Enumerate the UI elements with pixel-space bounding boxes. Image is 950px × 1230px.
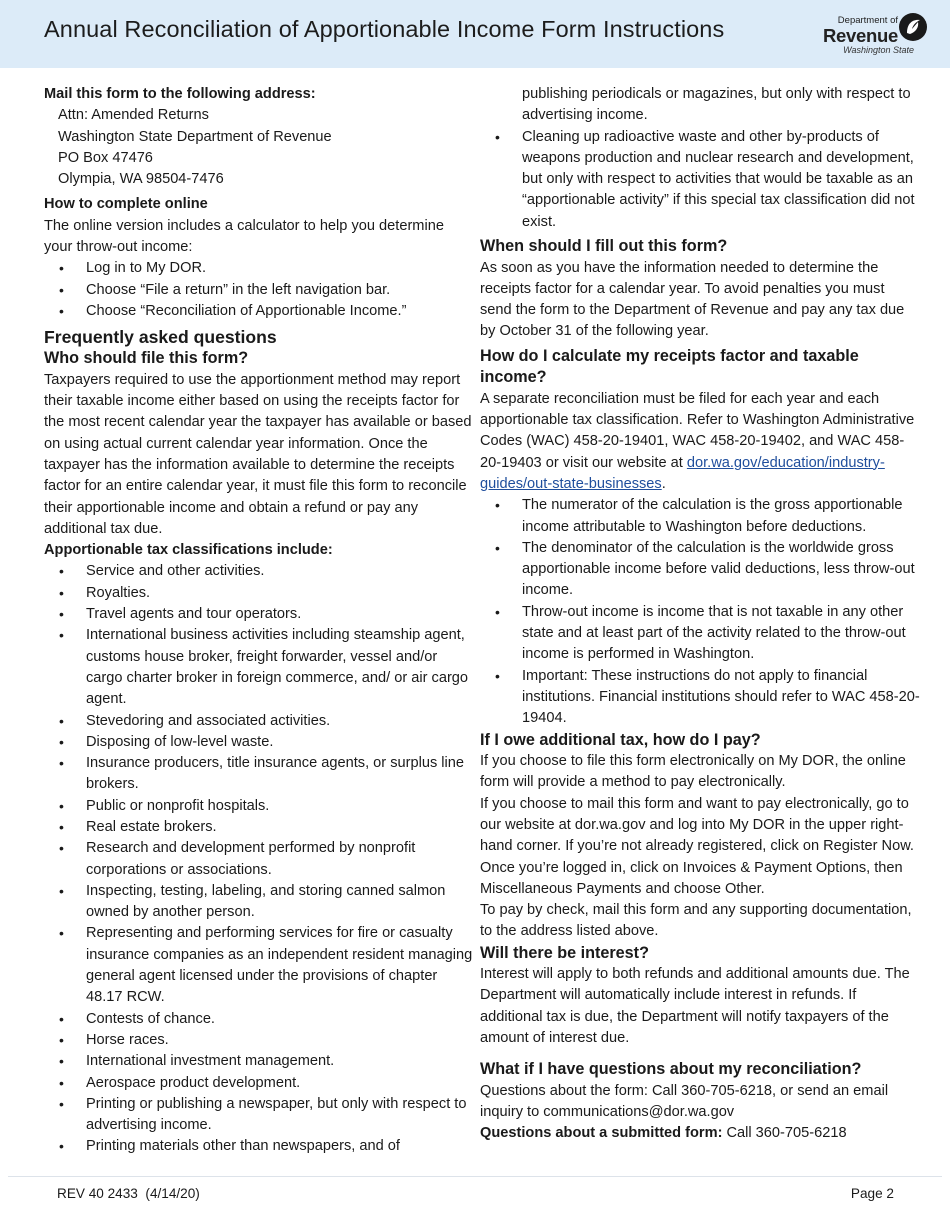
list-item: • International business activities including steamship agent, customs house broker, freight forwarder, vessel and/or cargo charter broker in foreign commerce, and/ or air cargo agent. — [44, 625, 474, 710]
revenue-logo-icon — [898, 12, 928, 42]
online-intro: The online version includes a calculator to help you determine your throw-out income: — [44, 217, 444, 256]
right-column — [480, 84, 920, 1145]
list-item: • Real estate brokers. — [44, 817, 474, 838]
interest-heading: Will there be interest? — [480, 943, 649, 962]
list-item: • The denominator of the calculation is the worldwide gross apportionable income before valid deductions, less throw-out income. — [480, 538, 920, 602]
calc-points-list — [480, 495, 920, 729]
when-text: As soon as you have the information needed to determine the receipts factor for a calendar year. To avoid penalties you must send the form to the Department of Revenue and pay any tax due by October 31 of the following year. — [480, 259, 905, 340]
list-item: • Horse races. — [44, 1030, 474, 1051]
list-item: • Stevedoring and associated activities. — [44, 711, 474, 732]
logo-state-text: Washington State — [843, 45, 914, 55]
list-item: • Contests of chance. — [44, 1009, 474, 1030]
calc-text — [480, 389, 920, 495]
list-item: • Public or nonprofit hospitals. — [44, 796, 474, 817]
list-item: • Choose “Reconciliation of Apportionable Income.” — [44, 301, 474, 322]
logo-department-text: Department of — [837, 15, 898, 26]
list-item: • Service and other activities. — [44, 561, 474, 582]
list-item: • Choose “File a return” in the left navigation bar. — [44, 280, 474, 301]
list-item: • Research and development performed by nonprofit corporations or associations. — [44, 838, 474, 881]
logo-revenue-text: Revenue — [822, 25, 898, 46]
submitted-text: Call 360-705-6218 — [722, 1125, 847, 1142]
questions-heading: What if I have questions about my reconciliation? — [480, 1060, 862, 1079]
list-item: • International investment management. — [44, 1051, 474, 1072]
mail-heading: Mail this form to the following address: — [44, 86, 316, 102]
form-id: REV 40 2433 (4/14/20) — [57, 1186, 200, 1201]
address-line: Attn: Amended Returns — [58, 107, 209, 124]
questions-text: Questions about the form: Call 360-705-6218, or send an email inquiry to communications@dor.wa.gov — [480, 1082, 889, 1121]
classifications-list-continued — [480, 127, 920, 233]
list-item: • Printing or publishing a newspaper, but only with respect to advertising income. — [44, 1094, 474, 1137]
page-title: Annual Reconciliation of Apportionable Income Form Instructions — [44, 16, 725, 42]
dor-logo — [818, 12, 928, 58]
list-item: • The numerator of the calculation is the gross apportionable income attributable to Washington before deductions. — [480, 495, 920, 538]
owe-heading: If I owe additional tax, how do I pay? — [480, 730, 761, 749]
list-item: • Royalties. — [44, 583, 474, 604]
list-item: • Travel agents and tour operators. — [44, 604, 474, 625]
owe-paragraph: If you choose to file this form electronically on My DOR, the online form will provide a method to pay electronically. — [480, 753, 906, 791]
faq-heading: Frequently asked questions — [44, 327, 277, 348]
online-steps-list — [44, 258, 474, 322]
owe-paragraph: If you choose to mail this form and want to pay electronically, go to our website at dor.wa.gov and log into My DOR in the upper right-hand corner. If you’re not already registered, click on Register Now. Once you’re logged in, click on Invoices & Payment Options, then Miscellaneous Payments and choose Other. — [480, 795, 914, 897]
calc-heading: How do I calculate my receipts factor and taxable income? — [480, 346, 859, 387]
classification-continued: publishing periodicals or magazines, but only with respect to advertising income. — [522, 86, 911, 124]
list-item: • Aerospace product development. — [44, 1073, 474, 1094]
list-item: • Printing materials other than newspapers, and of — [44, 1136, 474, 1157]
list-item: • Insurance producers, title insurance agents, or surplus line brokers. — [44, 753, 474, 796]
address-line: Washington State Department of Revenue — [58, 128, 332, 145]
page-number: Page 2 — [850, 1186, 894, 1201]
interest-text: Interest will apply to both refunds and additional amounts due. The Department will automatically include interest in refunds. If additional tax is due, the Department will notify taxpayers of the amount of interest due. — [480, 966, 910, 1047]
who-heading: Who should file this form? — [44, 349, 249, 368]
list-item: • Inspecting, testing, labeling, and storing canned salmon owned by another person. — [44, 881, 474, 924]
owe-paragraph: To pay by check, mail this form and any supporting documentation, to the address listed above. — [480, 902, 912, 940]
out-state-businesses-link[interactable]: dor.wa.gov/education/industry-guides/out-state-businesses — [480, 454, 885, 492]
address-line: PO Box 47476 — [58, 149, 153, 166]
list-item: • Disposing of low-level waste. — [44, 732, 474, 753]
address-line: Olympia, WA 98504-7476 — [58, 171, 224, 188]
online-heading: How to complete online — [44, 196, 208, 213]
list-item: • Representing and performing services for fire or casualty insurance companies as an independent resident managing general agent licensed under the provisions of chapter 48.17 RCW. — [44, 923, 474, 1008]
submitted-form-line — [480, 1123, 920, 1144]
when-heading: When should I fill out this form? — [480, 237, 728, 256]
calc-link-suffix: . — [661, 475, 666, 492]
list-item: • Important: These instructions do not apply to financial institutions. Financial institutions should refer to WAC 458-20-19404. — [480, 666, 920, 730]
list-item: • Cleaning up radioactive waste and other by-products of weapons production and nuclear research and development, but only with respect to activities that would be taxable as an “apportionable activity” if this special tax classification did not exist. — [480, 127, 920, 233]
calc-text-body: A separate reconciliation must be filed for each year and each apportionable tax classification. Refer to Washington Administrative Codes (WAC) 458-20-19401, WAC 458-20-19402, and WAC 458-20-19403 or visit our website at — [480, 390, 915, 471]
footer-divider — [8, 1176, 942, 1177]
left-column — [44, 84, 474, 1158]
submitted-label: Questions about a submitted form: — [480, 1125, 723, 1142]
list-item: • Log in to My DOR. — [44, 258, 474, 279]
who-text: Taxpayers required to use the apportionment method may report their taxable income either based on using the receipts factor for the most recent calendar year the taxpayer has available or based on using actual current calendar year information. Once the taxpayer has the information available to determine the receipts factor for an entire calendar year, it must file this form to reconcile their apportionable income and obtain a refund or pay any additional tax due. — [44, 371, 472, 537]
classifications-list — [44, 561, 474, 1157]
page-header — [0, 0, 950, 68]
list-item: • Throw-out income is income that is not taxable in any other state and at least part of the activity related to the throw-out income is performed in Washington. — [480, 602, 920, 666]
classifications-heading: Apportionable tax classifications include: — [44, 542, 333, 559]
